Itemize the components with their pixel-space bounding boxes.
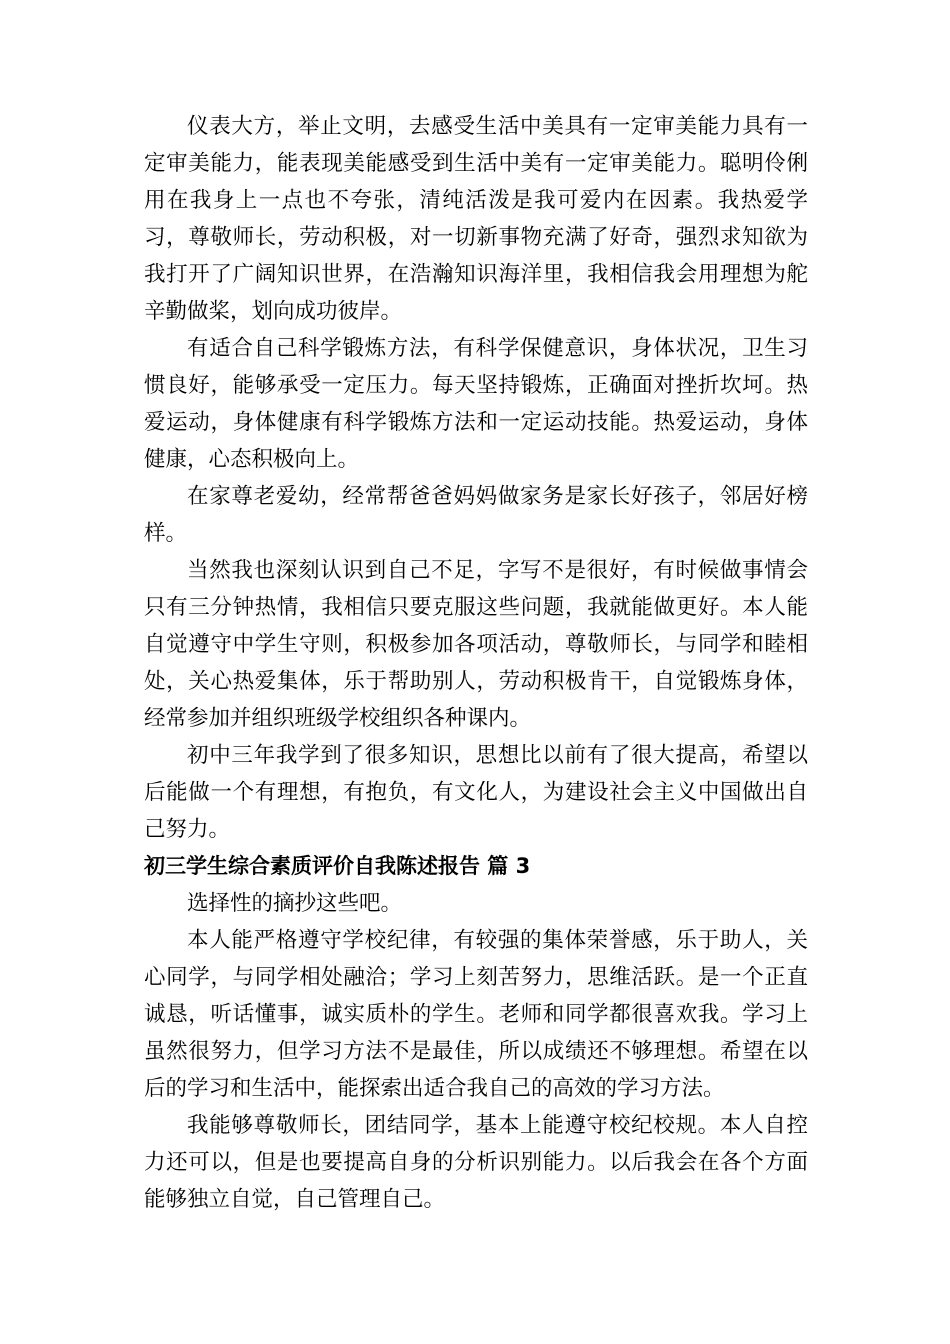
paragraph-excerpt-note: 选择性的摘抄这些吧。 (187, 891, 403, 916)
paragraph-self-control: 我能够尊敬师长，团结同学，基本上能遵守校纪校规。本人自控力还可以，但是也要提高自身的分析识别能力。以后我会在各个方面能够独立自觉，自己管理自己。 (144, 1113, 808, 1212)
paragraph-shortcomings: 当然我也深刻认识到自己不足，字写不是很好，有时候做事情会只有三分钟热情，我相信只要克服这些问题，我就能做更好。本人能自觉遵守中学生守则，积极参加各项活动，尊敬师长，与同学和睦相处，关心热爱集体，乐于帮助别人，劳动积极肯干，自觉锻炼身体，经常参加并组织班级学校组织各种课内。 (144, 558, 808, 731)
paragraph-appearance: 仪表大方，举止文明，去感受生活中美具有一定审美能力具有一定审美能力，能表现美能感受到生活中美有一定审美能力。聪明伶俐用在我身上一点也不夸张，清纯活泼是我可爱内在因素。我热爱学习，尊敬师长，劳动积极，对一切新事物充满了好奇，强烈求知欲为我打开了广阔知识世界，在浩瀚知识海洋里，我相信我会用理想为舵辛勤做桨，划向成功彼岸。 (144, 114, 808, 324)
paragraph-aspirations: 初中三年我学到了很多知识，思想比以前有了很大提高，希望以后能做一个有理想，有抱负，有文化人，为建设社会主义中国做出自己努力。 (144, 743, 808, 842)
paragraph-family: 在家尊老爱幼，经常帮爸爸妈妈做家务是家长好孩子，邻居好榜样。 (144, 484, 808, 546)
paragraph-exercise: 有适合自己科学锻炼方法，有科学保健意识，身体状况，卫生习惯良好，能够承受一定压力。每天坚持锻炼，正确面对挫折坎坷。热爱运动，身体健康有科学锻炼方法和一定运动技能。热爱运动，身体健康，心态积极向上。 (144, 336, 808, 472)
section-heading: 初三学生综合素质评价自我陈述报告 篇 3 (144, 854, 531, 878)
paragraph-discipline: 本人能严格遵守学校纪律，有较强的集体荣誉感，乐于助人，关心同学，与同学相处融洽；学习上刻苦努力，思维活跃。是一个正直诚恳，听话懂事，诚实质朴的学生。老师和同学都很喜欢我。学习上虽然很努力，但学习方法不是最佳，所以成绩还不够理想。希望在以后的学习和生活中，能探索出适合我自己的高效的学习方法。 (144, 928, 808, 1101)
document-page (144, 108, 808, 1218)
